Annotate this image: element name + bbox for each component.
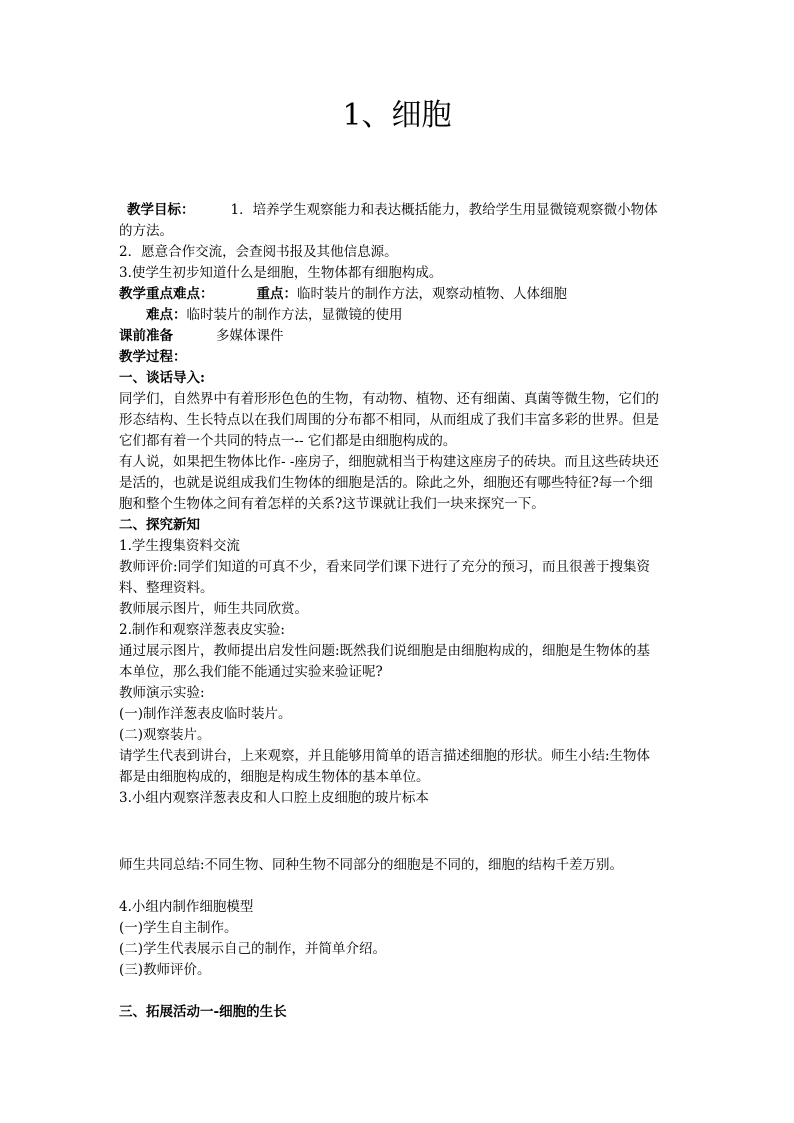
key-label: 重点： (256, 286, 297, 302)
section2-line: (二)学生代表展示自己的制作，并简单介绍。 (119, 941, 387, 957)
section2-line: 3.小组内观察洋葱表皮和人口腔上皮细胞的玻片标本 (119, 790, 429, 806)
objectives-line2: 的方法。 (119, 223, 173, 239)
key-points-line (119, 284, 679, 305)
prep-label: 课前准备 (119, 328, 173, 344)
section1-line: 胞和整个生物体之间有着怎样的关系?这节课就让我们一块来探究一下。 (119, 496, 545, 512)
objectives-line4: 3.使学生初步知道什么是细胞，生物体都有细胞构成。 (119, 265, 443, 281)
section2-line: 1.学生搜集资料交流 (119, 538, 240, 554)
section2-line: (一)学生自主制作。 (119, 920, 238, 936)
prep-text: 多媒体课件 (216, 328, 284, 344)
objectives-line1 (119, 200, 679, 221)
section2-line: 2.制作和观察洋葱表皮实验: (119, 622, 285, 638)
hard-text: 临时装片的制作方法，显微镜的使用 (186, 307, 403, 323)
section2-line: (一)制作洋葱表皮临时装片。 (119, 706, 292, 722)
section2-line: 教师演示实验: (119, 685, 205, 701)
page-title: 1、细胞 (342, 98, 452, 133)
section2-line: (二)观察装片。 (119, 727, 211, 743)
section2-heading: 二、探究新知 (119, 517, 200, 533)
section2-line: 4.小组内制作细胞模型 (119, 899, 254, 915)
section2-line: 本单位，那么我们能不能通过实验来验证呢? (119, 664, 383, 680)
section2-line: 教师评价:同学们知道的可真不少，看来同学们课下进行了充分的预习，而且很善于搜集资 (119, 559, 651, 575)
prep-line (119, 326, 679, 347)
hard-points-line (119, 305, 679, 326)
section2-line: (三)教师评价。 (119, 962, 211, 978)
section2-line: 教师展示图片，师生共同欣赏。 (119, 601, 308, 617)
document-body (119, 200, 679, 1023)
section1-line: 有人说，如果把生物体比作- -座房子，细胞就相当于构建这座房子的砖块。而且这些砖块还 (119, 454, 659, 470)
section1-line: 是活的，也就是说组成我们生物体的细胞是活的。除此之外，细胞还有哪些特征?每一个细 (119, 475, 653, 491)
process-label: 教学过程： (119, 349, 187, 365)
hard-label: 难点： (146, 307, 187, 323)
section1-line: 同学们，自然界中有着形形色色的生物，有动物、植物、还有细菌、真菌等微生物，它们的 (119, 391, 659, 407)
section1-heading: 一、谈话导入: (119, 370, 205, 386)
key-text: 临时装片的制作方法，观察动植物、人体细胞 (297, 286, 567, 302)
objectives-line3: 2．愿意合作交流，会查阅书报及其他信息源。 (119, 244, 398, 260)
section2-line: 请学生代表到讲台，上来观察，并且能够用简单的语言描述细胞的形状。师生小结:生物体 (119, 748, 651, 764)
section2-line: 都是由细胞构成的，细胞是构成生物体的基本单位。 (119, 769, 430, 785)
section3-heading: 三、拓展活动一-细胞的生长 (119, 1004, 287, 1020)
section1-line: 它们都有着一个共同的特点一-- 它们都是由细胞构成的。 (119, 433, 457, 449)
objectives-label: 教学目标： (127, 202, 195, 218)
section2-line: 料、整理资料。 (119, 580, 214, 596)
section1-line: 形态结构、生长特点以在我们周围的分布都不相同，从而组成了我们丰富多彩的世界。但是 (119, 412, 659, 428)
section2-summary-line: 师生共同总结:不同生物、同种生物不同部分的细胞是不同的，细胞的结构千差万别。 (119, 857, 624, 873)
key-points-label: 教学重点难点： (119, 286, 214, 302)
objectives-text-1: 1．培养学生观察能力和表达概括能力，教给学生用显微镜观察微小物体 (230, 202, 658, 218)
section2-line: 通过展示图片，教师提出启发性问题:既然我们说细胞是由细胞构成的，细胞是生物体的基 (119, 643, 651, 659)
